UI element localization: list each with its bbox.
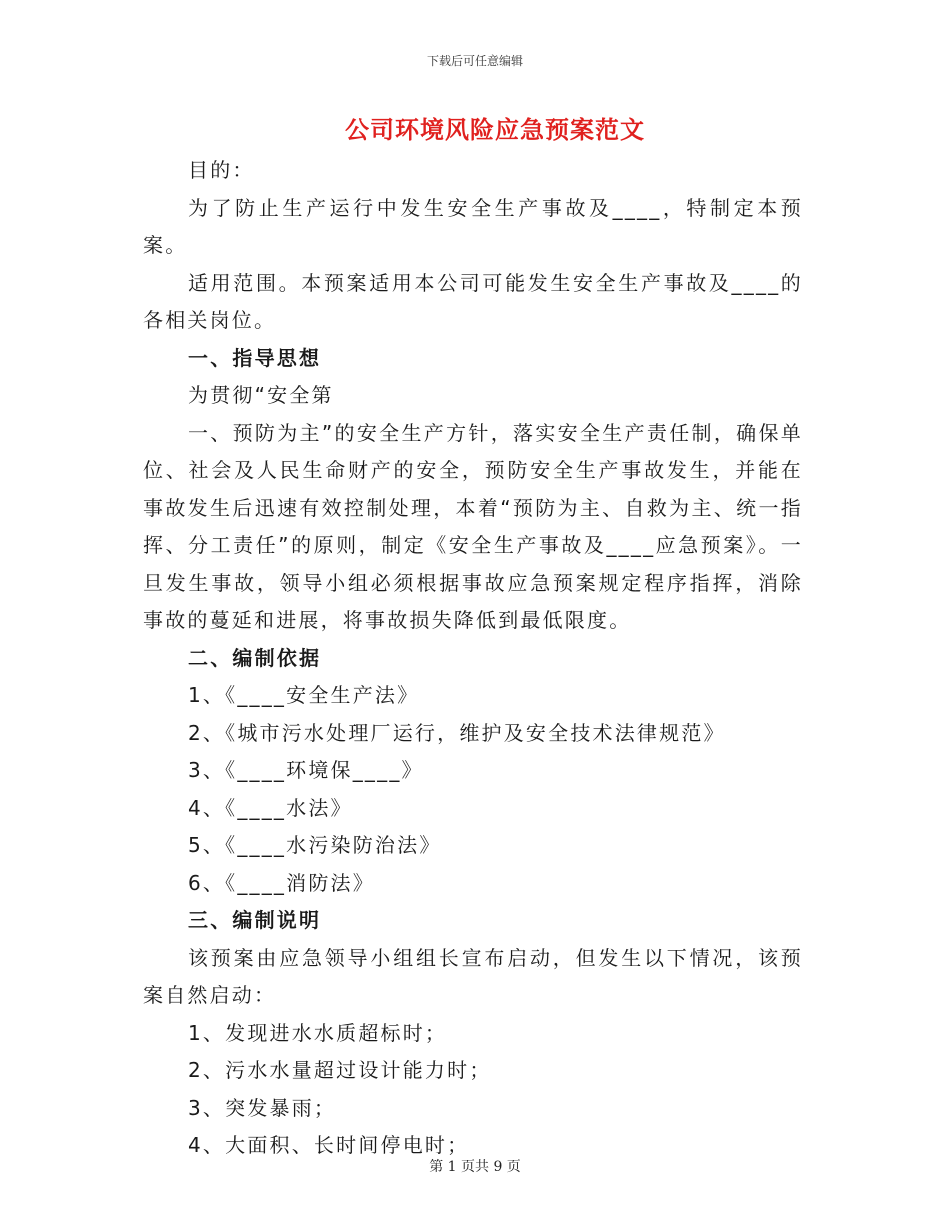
basis-item: 1、《____安全生产法》 bbox=[188, 683, 420, 707]
trigger-item: 3、突发暴雨； bbox=[188, 1095, 337, 1120]
page-number: 第 1 页共 9 页 bbox=[429, 1159, 521, 1175]
explanation-paragraph: 该预案由应急领导小组组长宣布启动，但发生以下情况，该预案自然启动： bbox=[143, 945, 803, 1007]
trigger-item: 4、大面积、长时间停电时； bbox=[188, 1133, 470, 1157]
trigger-item: 2、污水水量超过设计能力时； bbox=[188, 1058, 492, 1082]
scope-paragraph: 适用范围。本预案适用本公司可能发生安全生产事故及____的各相关岗位。 bbox=[143, 270, 803, 332]
basis-item: 5、《____水污染防治法》 bbox=[188, 833, 442, 857]
purpose-label: 目的： bbox=[188, 158, 255, 182]
document-title: 公司环境风险应急预案范文 bbox=[345, 115, 645, 144]
page-header-note: 下载后可任意编辑 bbox=[426, 54, 523, 68]
basis-item: 6、《____消防法》 bbox=[188, 870, 375, 895]
document-body bbox=[143, 152, 803, 1165]
purpose-paragraph: 为了防止生产运行中发生安全生产事故及____，特制定本预案。 bbox=[143, 195, 803, 257]
basis-item: 3、《____环境保____》 bbox=[188, 758, 424, 782]
section-heading-explanation: 三、编制说明 bbox=[188, 908, 322, 932]
guiding-paragraph: 一、预防为主”的安全生产方针，落实安全生产责任制，确保单位、社会及人民生命财产的安全，预防安全生产事故发生，并能在事故发生后迅速有效控制处理，本着“预防为主、自救为主、统一指挥、分工责任”的原则，制定《安全生产事故及____应急预案》。一旦发生事故，领导小组必须根据事故应急预案规定程序指挥，消除事故的蔓延和进展，将事故损失降低到最低限度。 bbox=[143, 420, 803, 632]
basis-item: 2、《城市污水处理厂运行，维护及安全技术法律规范》 bbox=[188, 720, 726, 745]
guiding-intro-line: 为贯彻“安全第 bbox=[188, 383, 334, 407]
trigger-item: 1、发现进水水质超标时； bbox=[188, 1020, 448, 1045]
section-heading-guiding-ideology: 一、指导思想 bbox=[188, 345, 322, 370]
section-heading-basis: 二、编制依据 bbox=[188, 645, 322, 670]
basis-item: 4、《____水法》 bbox=[188, 795, 353, 820]
